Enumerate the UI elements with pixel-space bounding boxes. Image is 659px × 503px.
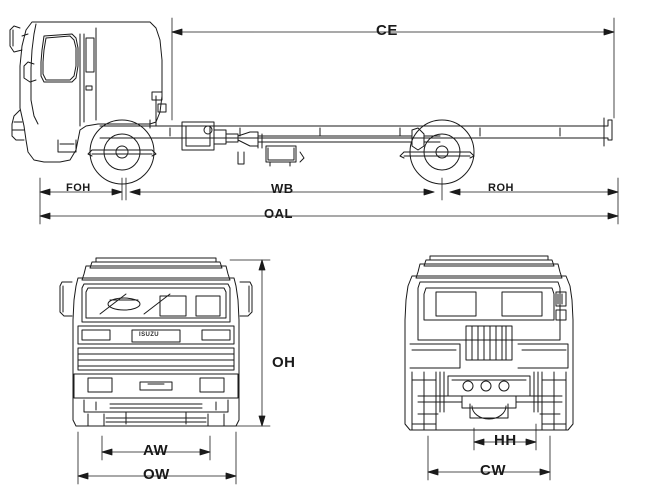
brand-badge-text: ISUZU [139, 332, 159, 338]
label-roh: ROH [488, 182, 514, 194]
front-view-group [60, 258, 252, 426]
label-ow: OW [143, 466, 170, 483]
label-oal: OAL [264, 206, 293, 221]
label-oh: OH [272, 354, 296, 371]
label-aw: AW [143, 442, 169, 459]
front-view-dimensions [78, 260, 270, 484]
label-cw: CW [480, 462, 506, 479]
label-ce: CE [376, 22, 398, 39]
rear-view-group [405, 256, 573, 430]
label-foh: FOH [66, 182, 91, 194]
label-hh: HH [494, 432, 517, 449]
side-view-group [10, 22, 612, 184]
label-wb: WB [271, 181, 294, 196]
side-view-dimensions [40, 18, 618, 224]
